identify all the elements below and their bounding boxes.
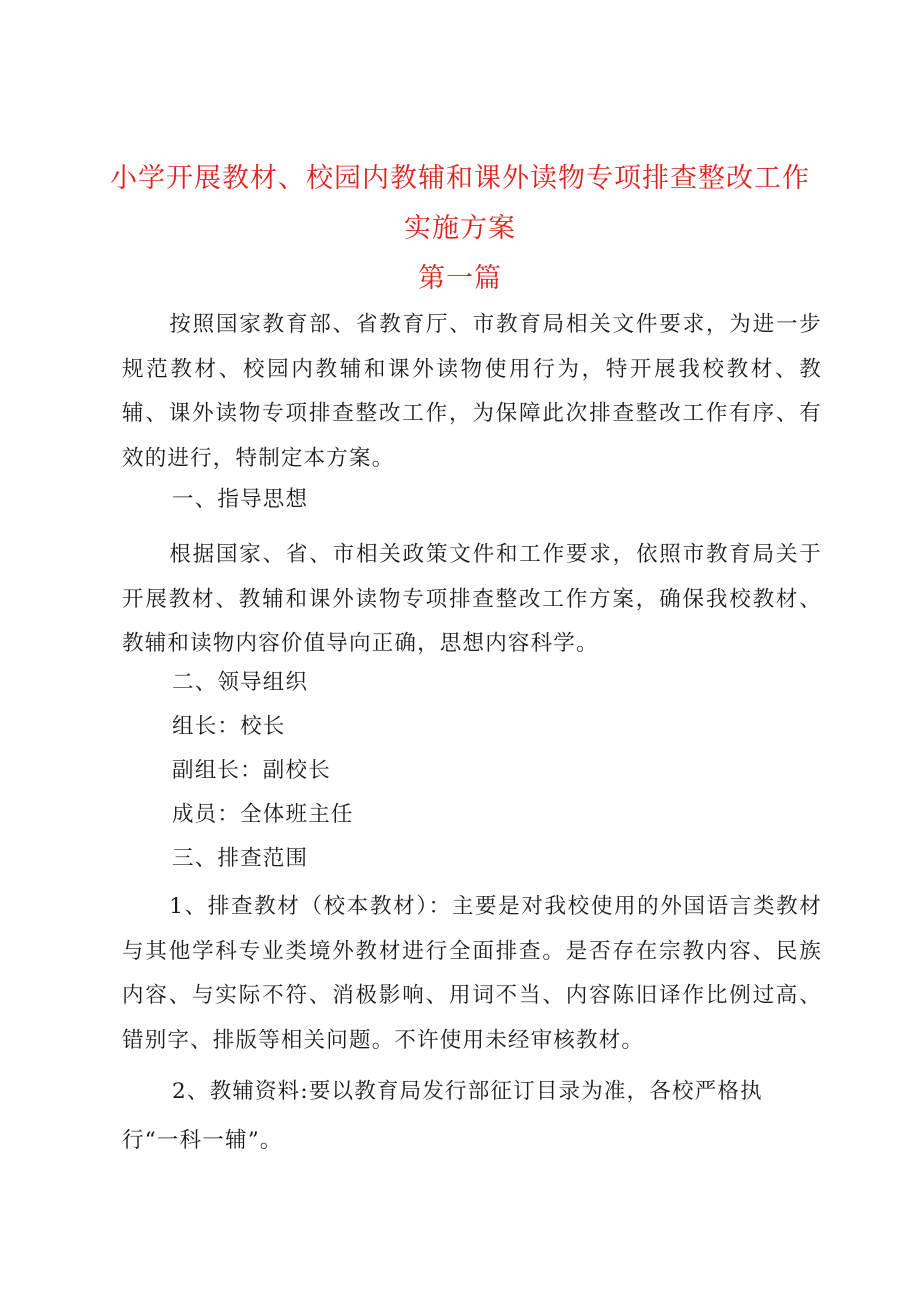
item1-paragraph: 1、排查教材（校本教材）：主要是对我校使用的外国语言类教材与其他学科专业类境外教材进行全面排查。是否存在宗教内容、民族内容、与实际不符、消极影响、用词不当、内容陈旧译作比例过高、错别字、排版等相关问题。不许使用未经审核教材。 xyxy=(122,894,822,1053)
section1-heading: 一、指导思想 xyxy=(172,487,309,512)
document-subtitle: 第一篇 xyxy=(418,263,502,294)
section1-paragraph: 根据国家、省、市相关政策文件和工作要求，依照市教育局关于开展教材、教辅和课外读物专项排查整改工作方案，确保我校教材、教辅和读物内容价值导向正确，思想内容科学。 xyxy=(122,542,822,656)
intro-paragraph: 按照国家教育部、省教育厅、市教育局相关文件要求，为进一步规范教材、校园内教辅和课外读物使用行为，特开展我校教材、教辅、课外读物专项排查整改工作，为保障此次排查整改工作有序、有效的进行，特制定本方案。 xyxy=(122,312,822,471)
members-line: 成员：全体班主任 xyxy=(172,802,354,827)
leader-line: 组长：校长 xyxy=(172,714,286,739)
document-title-line2: 实施方案 xyxy=(404,213,516,244)
intro-paragraph-block xyxy=(122,303,822,481)
section1-paragraph-block xyxy=(122,533,822,667)
item2-line1: 2、教辅资料:要以教育局发行部征订目录为准，各校严格执 xyxy=(172,1079,763,1104)
section2-heading: 二、领导组织 xyxy=(172,670,309,695)
item2-line2: 行“一科一辅”。 xyxy=(122,1128,283,1153)
deputy-leader-line: 副组长：副校长 xyxy=(172,758,331,783)
document-title-line1: 小学开展教材、校园内教辅和课外读物专项排查整改工作 xyxy=(110,163,810,194)
section3-heading: 三、排查范围 xyxy=(172,846,309,871)
item1-paragraph-block xyxy=(122,885,822,1063)
